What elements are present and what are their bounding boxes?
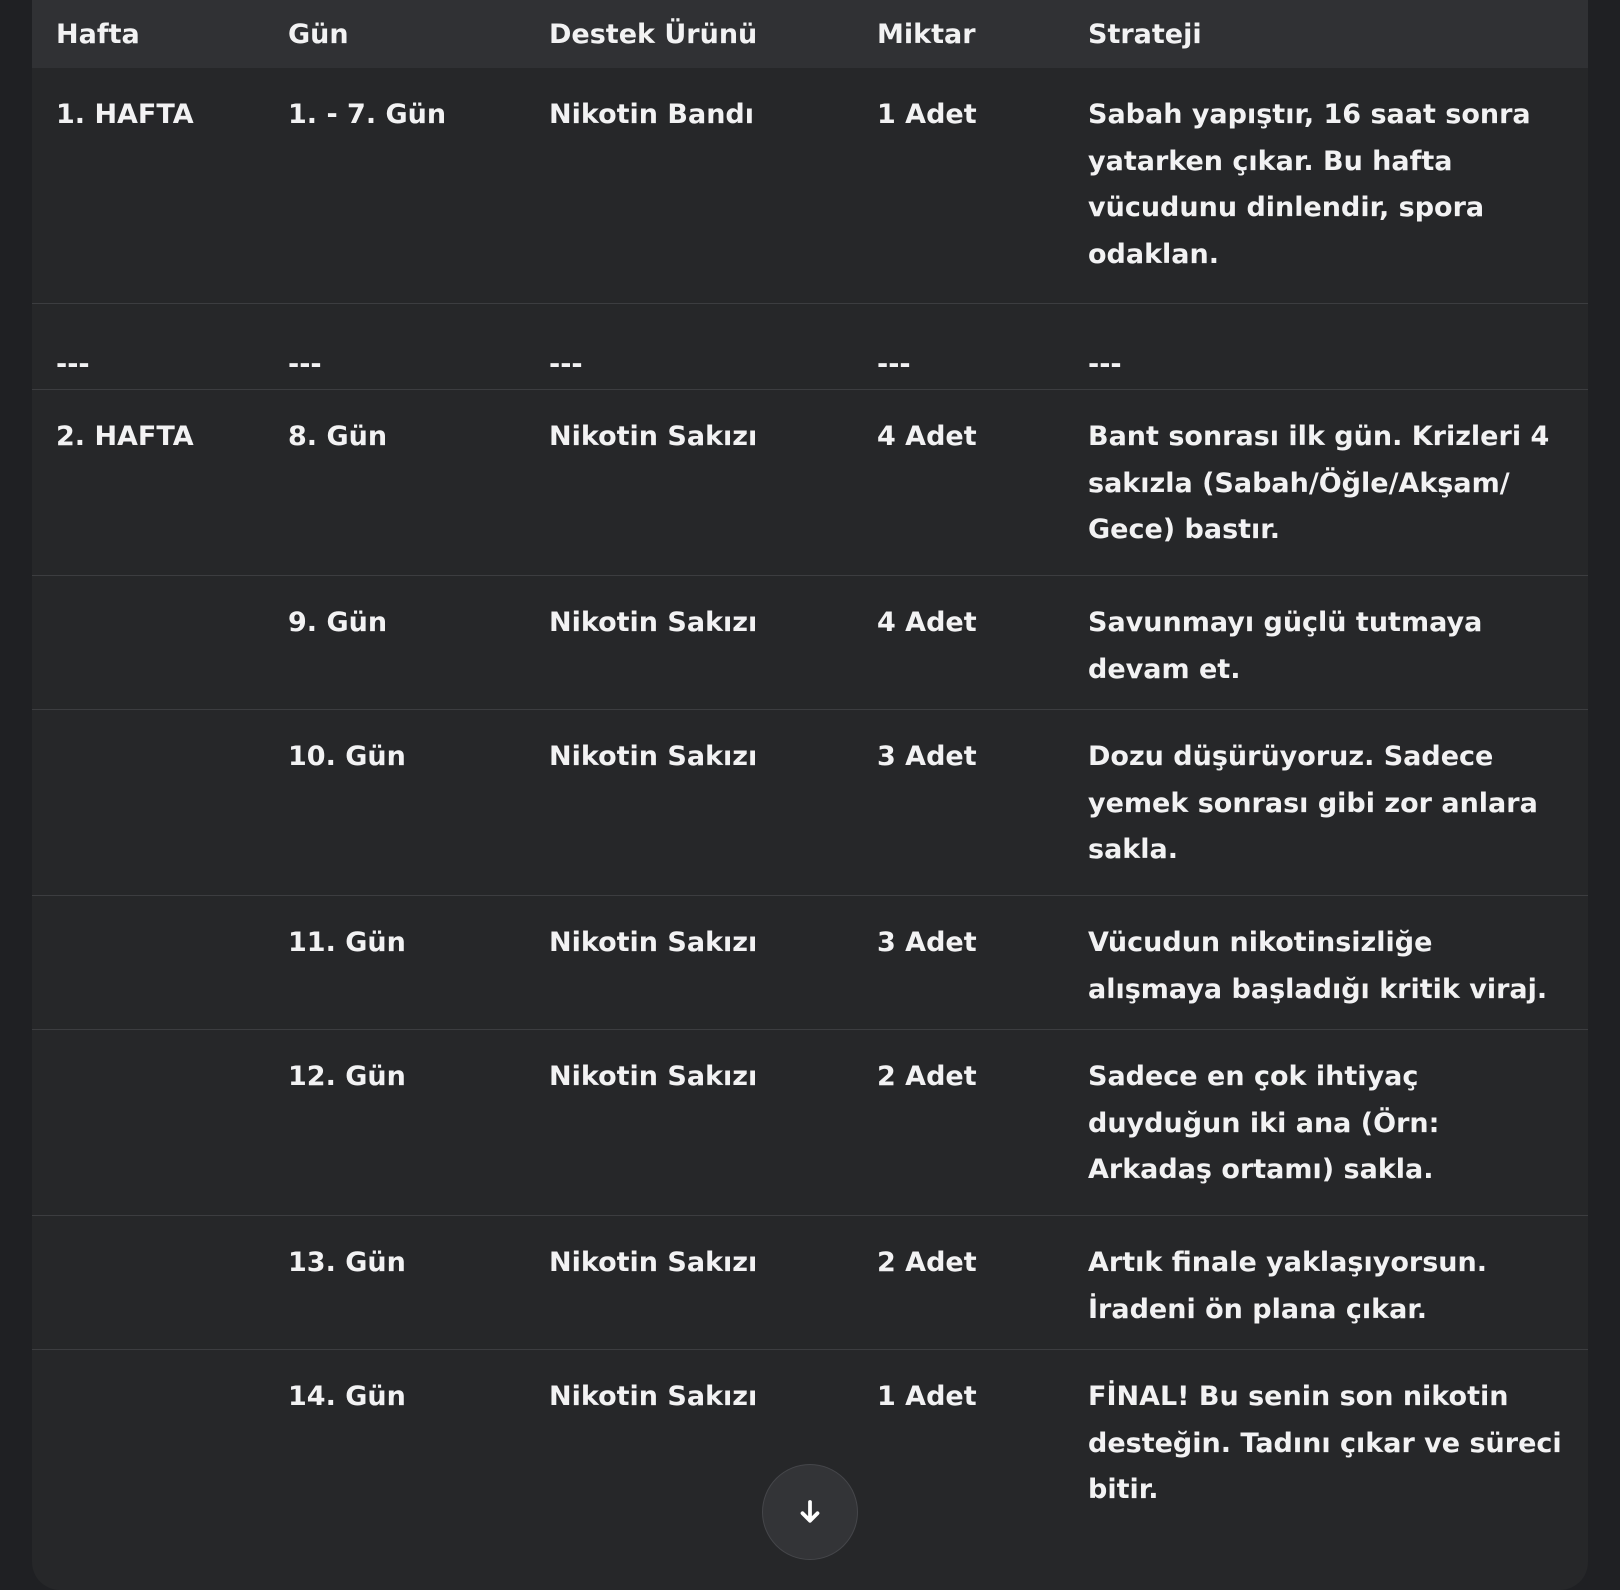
table-row <box>32 896 1588 1030</box>
table-row <box>32 304 1588 390</box>
cell-urun: Nikotin Sakızı <box>549 607 758 638</box>
cell-strateji: Dozu düşürüyoruz. Sadece yemek sonrası gibi zor anlara sakla. <box>1088 741 1538 865</box>
cell-urun: --- <box>549 349 583 380</box>
cell-hafta: --- <box>56 349 90 380</box>
cell-gun: 1. - 7. Gün <box>288 99 447 130</box>
table-row <box>32 576 1588 710</box>
cell-miktar: --- <box>877 349 911 380</box>
cell-urun: Nikotin Sakızı <box>549 1381 758 1412</box>
cell-urun: Nikotin Bandı <box>549 99 755 130</box>
cell-gun: 9. Gün <box>288 607 388 638</box>
cell-strateji: Bant sonrası ilk gün. Krizleri 4 sakızla (Sabah/Öğle/Akşam/ Gece) bastır. <box>1088 421 1550 545</box>
cell-miktar: 2 Adet <box>877 1247 977 1278</box>
cell-strateji: FİNAL! Bu senin son nikotin desteğin. Tadını çıkar ve süreci bitir. <box>1088 1381 1562 1505</box>
table-row <box>32 1030 1588 1216</box>
cell-urun: Nikotin Sakızı <box>549 1247 758 1278</box>
cell-miktar: 4 Adet <box>877 607 977 638</box>
cell-gun: 13. Gün <box>288 1247 406 1278</box>
cell-strateji: Savunmayı güçlü tutmaya devam et. <box>1088 607 1483 685</box>
cell-urun: Nikotin Sakızı <box>549 741 758 772</box>
scroll-to-bottom-button[interactable] <box>762 1464 858 1560</box>
header-gun: Gün <box>288 18 349 50</box>
cell-strateji: Artık finale yaklaşıyorsun. İradeni ön plana çıkar. <box>1088 1247 1487 1325</box>
cell-miktar: 2 Adet <box>877 1061 977 1092</box>
cell-strateji: --- <box>1088 349 1122 380</box>
cell-gun: 8. Gün <box>288 421 388 452</box>
header-hafta: Hafta <box>56 18 140 50</box>
cell-gun: 10. Gün <box>288 741 406 772</box>
cell-urun: Nikotin Sakızı <box>549 927 758 958</box>
cell-miktar: 3 Adet <box>877 927 977 958</box>
cell-miktar: 1 Adet <box>877 99 977 130</box>
cell-gun: --- <box>288 349 322 380</box>
plan-table <box>32 0 1588 1590</box>
table-row <box>32 68 1588 304</box>
cell-strateji: Sadece en çok ihtiyaç duyduğun iki ana (Örn: Arkadaş ortamı) sakla. <box>1088 1061 1440 1185</box>
header-strateji: Strateji <box>1088 18 1202 50</box>
cell-miktar: 3 Adet <box>877 741 977 772</box>
cell-strateji: Vücudun nikotinsizliğe alışmaya başladığı kritik viraj. <box>1088 927 1548 1005</box>
cell-gun: 14. Gün <box>288 1381 406 1412</box>
cell-gun: 12. Gün <box>288 1061 406 1092</box>
cell-gun: 11. Gün <box>288 927 406 958</box>
table-row <box>32 1216 1588 1350</box>
cell-miktar: 4 Adet <box>877 421 977 452</box>
table-row <box>32 390 1588 576</box>
table-header <box>32 0 1588 68</box>
header-miktar: Miktar <box>877 18 976 50</box>
cell-urun: Nikotin Sakızı <box>549 421 758 452</box>
cell-urun: Nikotin Sakızı <box>549 1061 758 1092</box>
arrow-down-icon <box>795 1497 825 1527</box>
cell-miktar: 1 Adet <box>877 1381 977 1412</box>
table-row <box>32 710 1588 896</box>
cell-hafta: 1. HAFTA <box>56 99 194 130</box>
header-destek-urunu: Destek Ürünü <box>549 18 758 50</box>
cell-strateji: Sabah yapıştır, 16 saat sonra yatarken çıkar. Bu hafta vücudunu dinlendir, spora odaklan. <box>1088 99 1531 270</box>
cell-hafta: 2. HAFTA <box>56 421 194 452</box>
